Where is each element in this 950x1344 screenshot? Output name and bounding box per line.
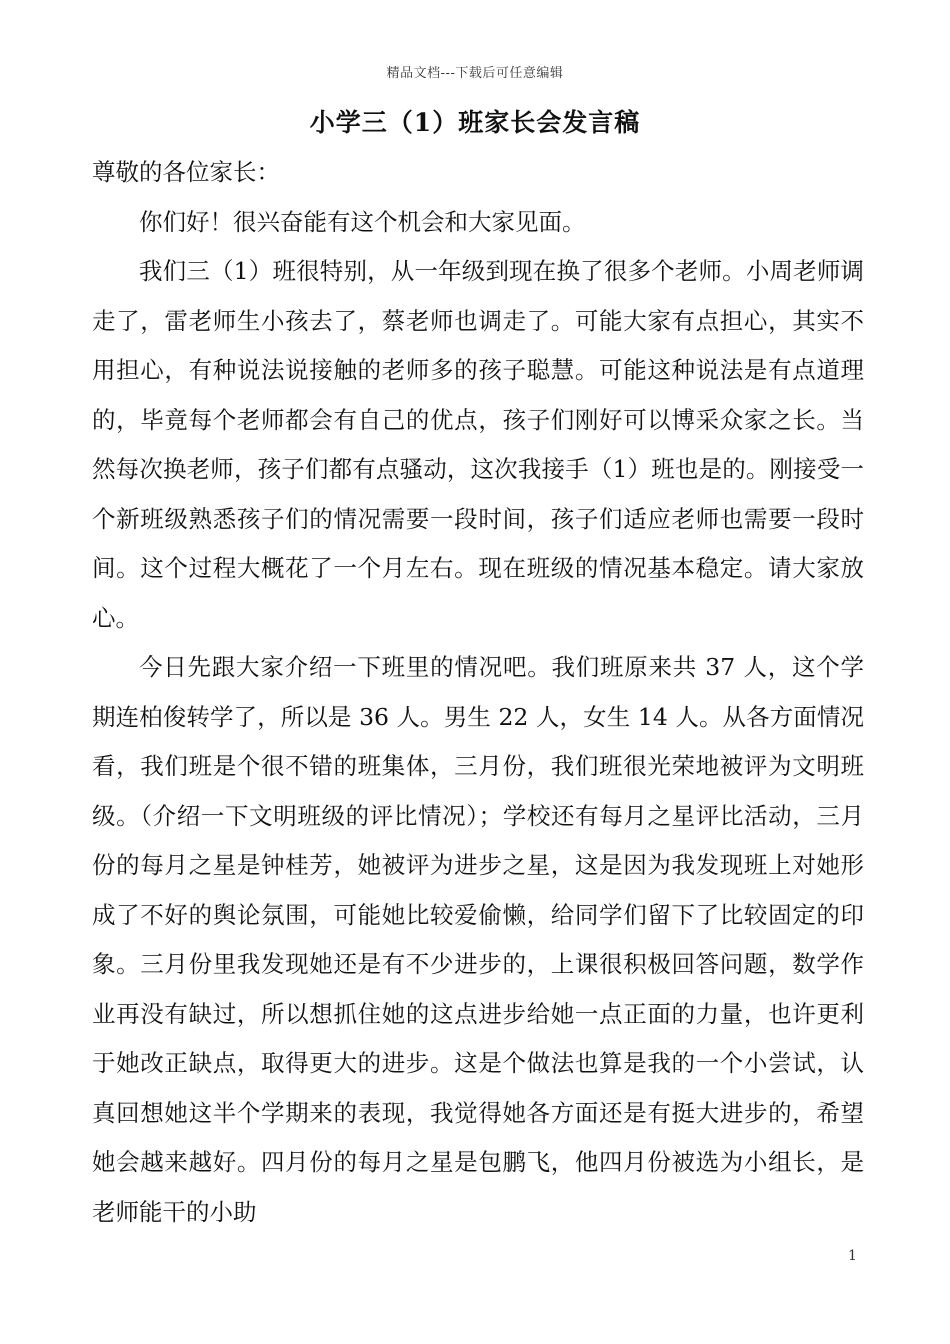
salutation: 尊敬的各位家长： [92, 158, 280, 186]
paragraph-class-history: 我们三（1）班很特别，从一年级到现在换了很多个老师。小周老师调走了，雷老师生小孩去了，蔡老师也调走了。可能大家有点担心，其实不用担心，有种说法说接触的老师多的孩子聪慧。可能这种说法是有点道理的，毕竟每个老师都会有自己的优点，孩子们刚好可以博采众家之长。当然每次换老师，孩子们都有点骚动，这次我接手（1）班也是的。刚接受一个新班级熟悉孩子们的情况需要一段时间，孩子们适应老师也需要一段时间。这个过程大概花了一个月左右。现在班级的情况基本稳定。请大家放心。 [92, 257, 864, 632]
document-body [92, 148, 864, 1237]
paragraph-greeting: 你们好！很兴奋能有这个机会和大家见面。 [139, 207, 586, 236]
paragraph-class-situation: 今日先跟大家介绍一下班里的情况吧。我们班原来共 37 人，这个学期连柏俊转学了，所以是 36 人。男生 22 人，女生 14 人。从各方面情况看，我们班是个很不错的班集体，三月份，我们班很光荣地被评为文明班级。（介绍一下文明班级的评比情况）；学校还有每月之星评比活动，三月份的每月之星是钟桂芳，她被评为进步之星，这是因为我发现班上对她形成了不好的舆论氛围，可能她比较爱偷懒，给同学们留下了比较固定的印象。三月份里我发现她还是有不少进步的，上课很积极回答问题，数学作业再没有缺过，所以想抓住她的这点进步给她一点正面的力量，也许更利于她改正缺点，取得更大的进步。这是个做法也算是我的一个小尝试，认真回想她这半个学期来的表现，我觉得她各方面还是有挺大进步的，希望她会越来越好。四月份的每月之星是包鹏飞，他四月份被选为小组长，是老师能干的小助 [92, 653, 864, 1226]
document-title: 小学三（1）班家长会发言稿 [309, 108, 641, 137]
header-note: 精品文档---下载后可任意编辑 [386, 66, 564, 81]
page-number: 1 [848, 1248, 857, 1264]
